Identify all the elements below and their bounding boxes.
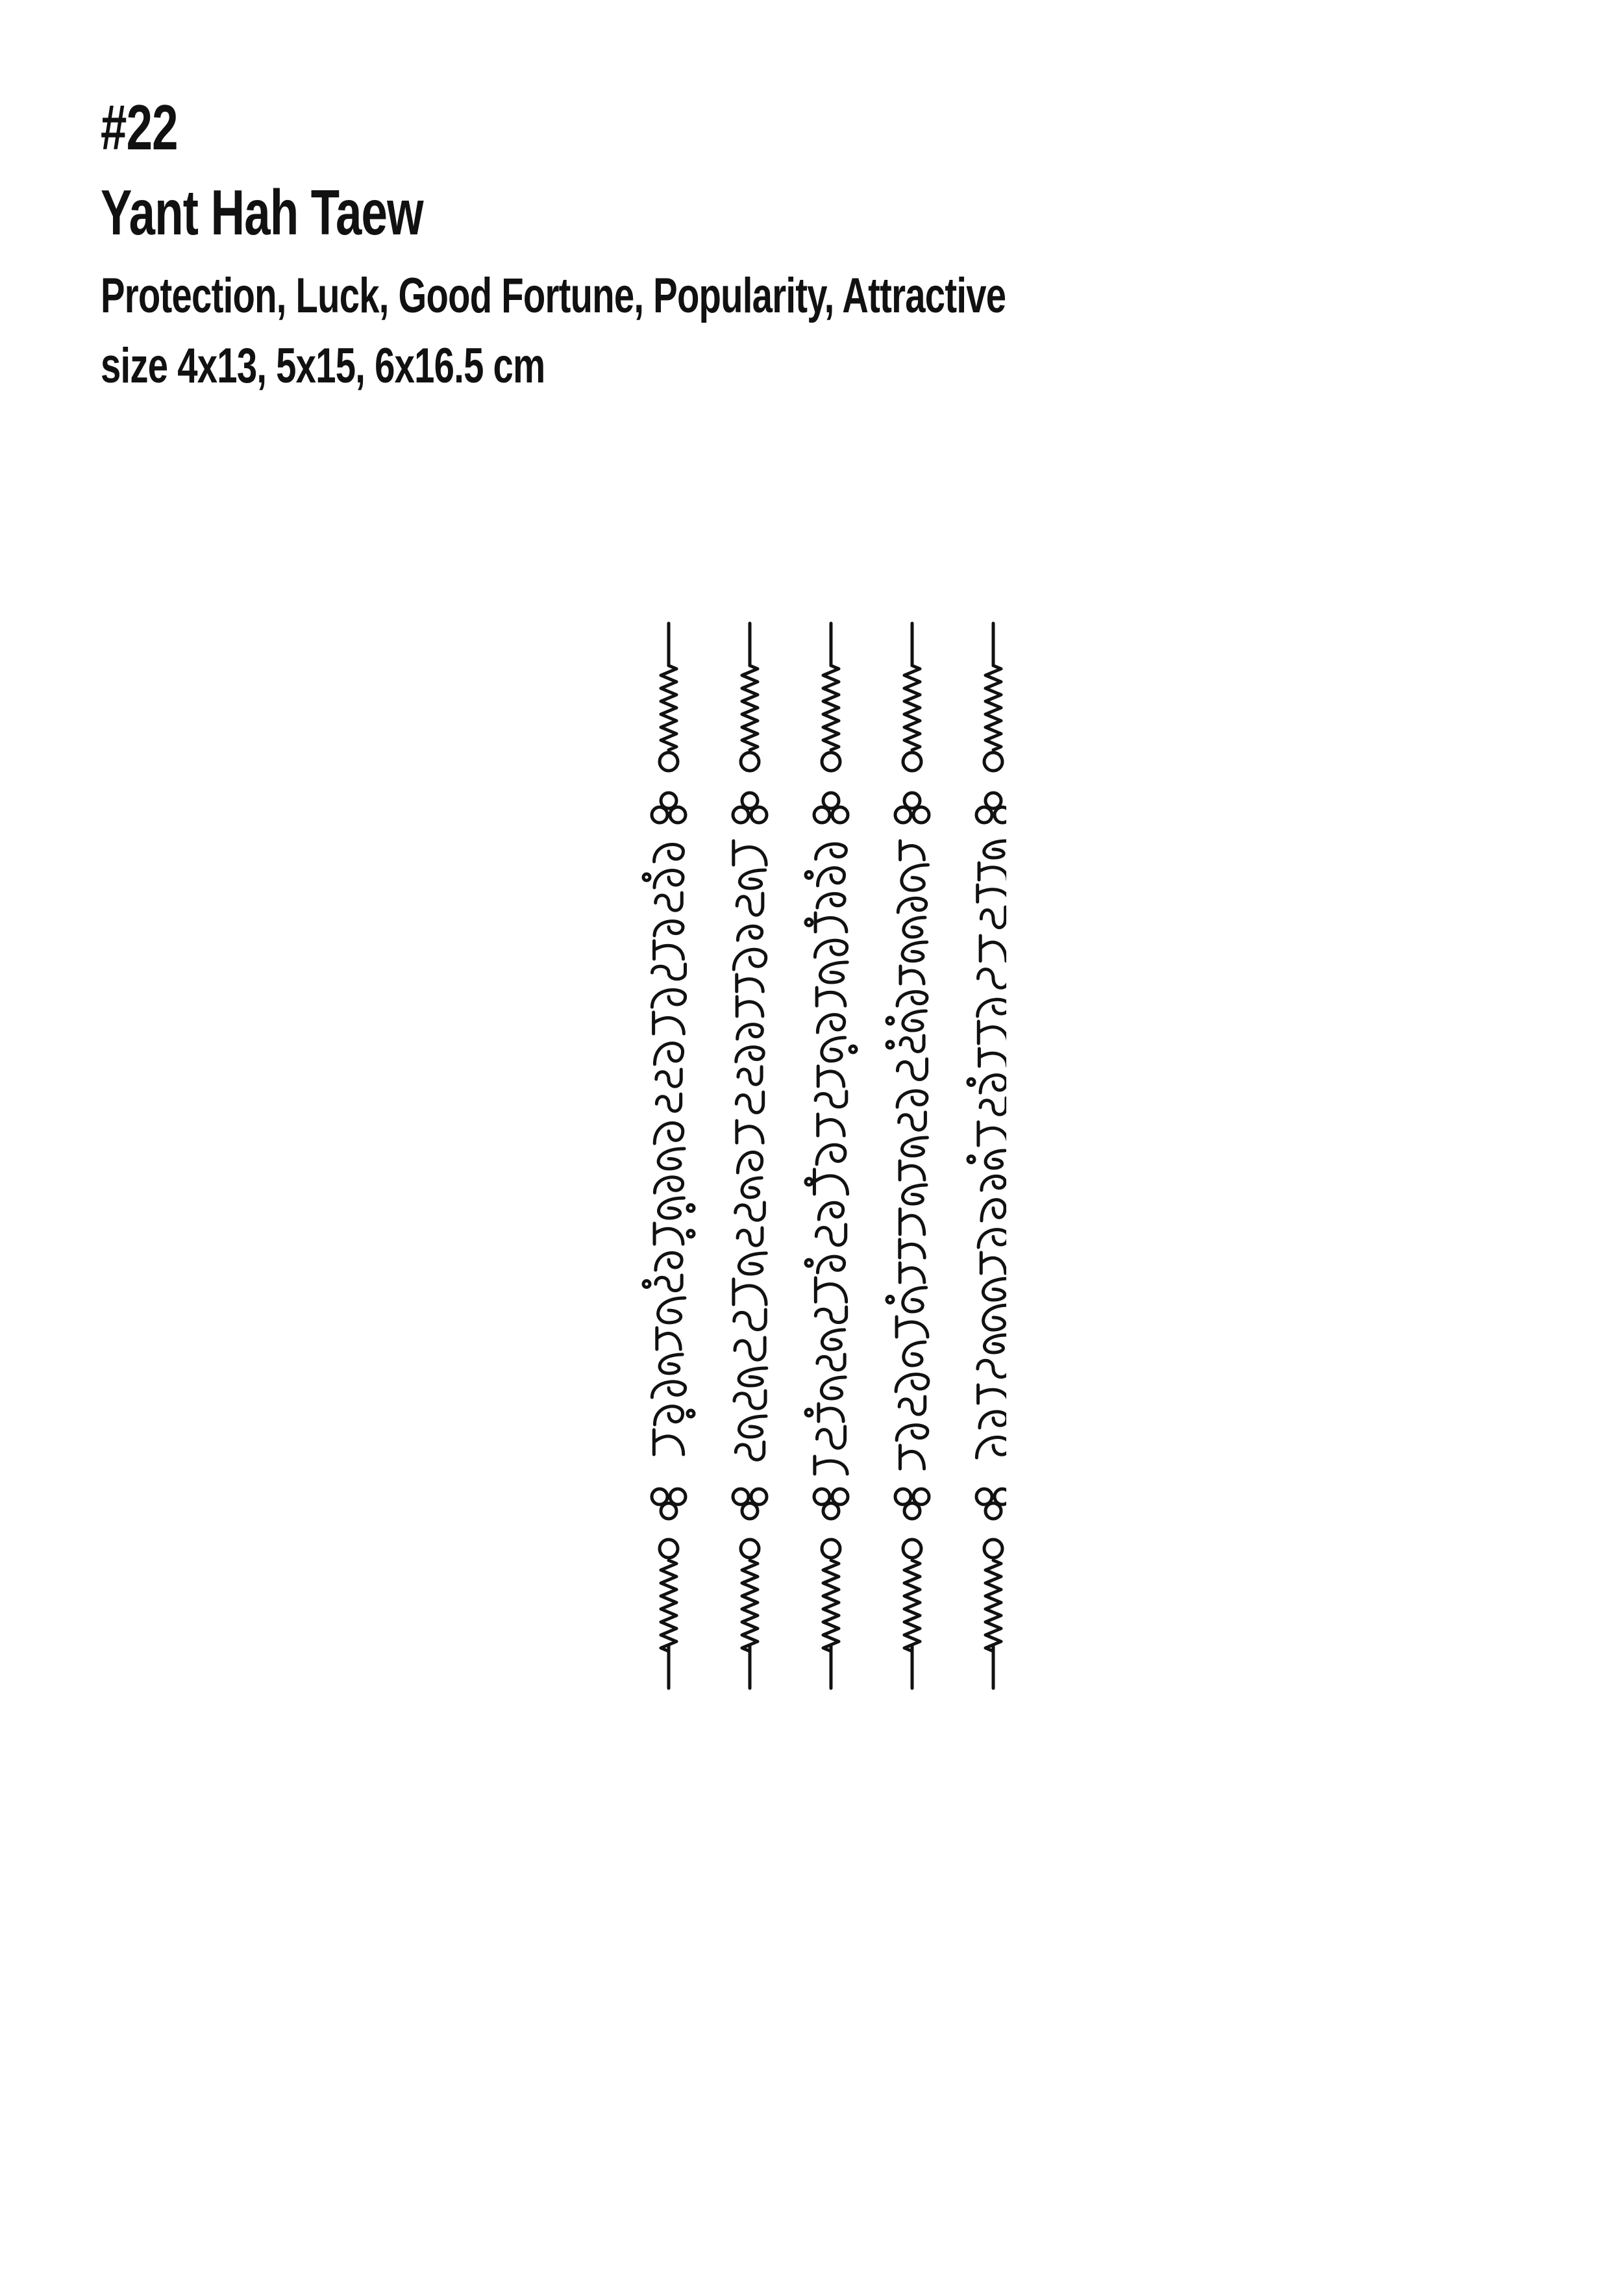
script-glyph — [656, 893, 682, 910]
script-glyph — [654, 941, 684, 959]
script-glyph — [985, 1151, 1005, 1168]
script-glyph — [656, 1069, 681, 1086]
script-glyph — [658, 1149, 684, 1169]
script-glyph — [820, 962, 847, 982]
script-glyph — [979, 863, 1006, 880]
script-glyph — [816, 1225, 845, 1245]
script-glyph — [904, 917, 925, 937]
vowel-mark — [688, 1230, 694, 1237]
vowel-mark — [806, 1260, 812, 1266]
script-glyph — [817, 1427, 845, 1448]
script-glyph — [652, 964, 685, 979]
script-glyph — [734, 1310, 766, 1330]
script-glyph — [737, 997, 763, 1016]
trefoil-mark — [832, 807, 848, 823]
yant-tattoo-figure — [617, 614, 1006, 1698]
vowel-mark — [806, 872, 812, 879]
script-glyph — [897, 1091, 927, 1107]
trefoil-mark — [751, 1489, 767, 1504]
wave-flourish — [904, 666, 920, 750]
trefoil-mark — [661, 793, 676, 808]
script-glyph — [654, 1012, 684, 1034]
script-glyph — [981, 907, 1005, 928]
loop-mark — [984, 1540, 1002, 1558]
script-glyph — [817, 1354, 845, 1370]
script-glyph — [819, 1404, 843, 1421]
trefoil-mark — [832, 1489, 848, 1504]
script-glyph — [819, 1203, 843, 1219]
trefoil-mark — [904, 793, 920, 808]
vowel-mark — [850, 1046, 856, 1053]
loop-mark — [822, 1540, 840, 1558]
script-glyph — [978, 1385, 1006, 1403]
script-glyph — [980, 936, 1006, 961]
header — [101, 91, 1529, 401]
loop-mark — [660, 1540, 678, 1558]
script-glyph — [735, 1338, 765, 1360]
script-glyph — [818, 1114, 844, 1136]
trefoil-mark — [904, 1503, 920, 1519]
script-glyph — [903, 1288, 926, 1312]
script-glyph — [738, 1067, 762, 1084]
script-glyph — [658, 1298, 685, 1323]
script-glyph — [737, 1153, 762, 1173]
script-glyph — [652, 990, 685, 1007]
script-glyph — [817, 1145, 845, 1164]
script-glyph — [900, 1263, 924, 1282]
script-glyph — [980, 1098, 1006, 1114]
script-glyph — [900, 1209, 924, 1234]
script-glyph — [654, 1043, 682, 1064]
yant-script-line — [968, 623, 1006, 1688]
script-glyph — [897, 1059, 926, 1080]
script-glyph — [815, 913, 847, 932]
script-glyph — [654, 870, 683, 888]
trefoil-mark — [985, 793, 1001, 808]
trefoil-mark — [823, 1503, 839, 1519]
script-glyph — [736, 1203, 765, 1220]
script-glyph — [982, 1176, 1005, 1190]
script-glyph — [900, 1240, 924, 1258]
script-glyph — [654, 1430, 683, 1454]
script-glyph — [984, 841, 1006, 858]
script-glyph — [822, 1330, 844, 1349]
script-glyph — [898, 898, 926, 912]
yant-script-line — [733, 623, 767, 1688]
trefoil-mark — [670, 807, 686, 823]
trefoil-mark — [733, 1489, 749, 1504]
script-glyph — [736, 1442, 763, 1460]
script-glyph — [817, 893, 845, 908]
script-glyph — [983, 1279, 1006, 1300]
vowel-mark — [887, 1017, 893, 1024]
script-glyph — [978, 966, 1006, 988]
loop-mark — [903, 753, 921, 771]
yant-script-line — [887, 623, 929, 1688]
trefoil-mark — [913, 807, 929, 823]
script-glyph — [736, 1047, 763, 1062]
wave-flourish — [661, 666, 676, 750]
script-glyph — [818, 1066, 844, 1086]
trefoil-mark — [995, 1489, 1006, 1504]
trefoil-mark — [670, 1489, 686, 1504]
script-glyph — [897, 1425, 928, 1440]
yant-drawing — [617, 614, 1006, 1698]
script-glyph — [652, 1382, 685, 1397]
loop-mark — [822, 753, 840, 771]
trefoil-mark — [733, 807, 749, 823]
script-glyph — [739, 1368, 767, 1386]
script-glyph — [900, 1161, 924, 1180]
vowel-mark — [968, 1079, 974, 1086]
script-glyph — [654, 921, 683, 936]
script-glyph — [896, 1374, 928, 1391]
script-glyph — [656, 1094, 680, 1111]
trefoil-mark — [995, 807, 1006, 823]
wave-flourish — [823, 666, 839, 750]
trefoil-mark — [652, 1489, 667, 1504]
script-glyph — [739, 870, 765, 888]
script-glyph — [900, 1445, 924, 1469]
wave-flourish — [742, 1560, 758, 1651]
script-glyph — [816, 844, 847, 859]
trefoil-mark — [742, 1503, 758, 1519]
script-glyph — [737, 1228, 762, 1245]
vowel-mark — [806, 919, 812, 926]
script-glyph — [903, 1185, 926, 1204]
script-glyph — [980, 1412, 1006, 1428]
loop-mark — [903, 1540, 921, 1558]
script-glyph — [817, 1256, 844, 1273]
script-glyph — [978, 1021, 1006, 1043]
benefits-text: Protection, Luck, Good Fortune, Popularity, Attractive — [101, 268, 1006, 323]
wave-flourish — [985, 666, 1001, 750]
script-glyph — [978, 1358, 1006, 1377]
script-glyph — [742, 1178, 762, 1197]
script-glyph — [978, 999, 1006, 1016]
script-glyph — [736, 1092, 763, 1113]
vowel-mark — [806, 1179, 812, 1185]
script-glyph — [817, 1015, 844, 1032]
script-glyph — [737, 975, 763, 992]
script-glyph — [815, 1278, 846, 1302]
script-glyph — [978, 885, 1006, 902]
script-glyph — [734, 1391, 765, 1408]
script-glyph — [817, 868, 844, 886]
script-glyph — [656, 1253, 682, 1270]
script-glyph — [903, 1011, 926, 1030]
wave-flourish — [823, 1560, 839, 1651]
script-glyph — [902, 865, 928, 890]
yant-script-line — [643, 623, 694, 1688]
trefoil-mark — [742, 793, 758, 808]
script-glyph — [980, 1075, 1006, 1093]
design-title: Yant Hah Taew — [101, 177, 423, 248]
script-glyph — [900, 966, 924, 984]
script-glyph — [737, 893, 763, 915]
trefoil-mark — [895, 1489, 911, 1504]
trefoil-mark — [895, 807, 911, 823]
script-glyph — [734, 949, 765, 969]
wave-flourish — [661, 1560, 676, 1651]
loop-mark — [741, 753, 759, 771]
script-glyph — [899, 1112, 926, 1130]
script-glyph — [814, 1169, 847, 1194]
script-glyph — [660, 1354, 682, 1373]
yant-script-line — [806, 623, 856, 1688]
wave-flourish — [904, 1560, 920, 1651]
script-glyph — [899, 1397, 925, 1414]
vowel-mark — [688, 1410, 694, 1417]
script-glyph — [815, 940, 847, 957]
script-glyph — [739, 1253, 766, 1274]
script-glyph — [978, 1122, 1006, 1145]
trefoil-mark — [985, 1503, 1001, 1519]
design-number: #22 — [101, 92, 178, 163]
script-glyph — [900, 841, 924, 860]
script-glyph — [815, 1456, 847, 1474]
script-glyph — [654, 1406, 682, 1425]
vowel-mark — [968, 1156, 974, 1163]
trefoil-mark — [976, 807, 992, 823]
script-glyph — [657, 1328, 680, 1349]
script-glyph — [815, 1092, 847, 1107]
script-glyph — [817, 988, 845, 1006]
script-glyph — [654, 1223, 683, 1244]
script-glyph — [897, 992, 927, 1006]
wave-flourish — [742, 666, 758, 750]
trefoil-mark — [823, 793, 839, 808]
script-glyph — [979, 1049, 1006, 1066]
script-glyph — [897, 1317, 928, 1337]
trefoil-mark — [814, 807, 830, 823]
script-glyph — [737, 926, 762, 940]
script-glyph — [737, 1025, 763, 1039]
trefoil-mark — [652, 807, 667, 823]
script-glyph — [654, 1123, 683, 1143]
loop-mark — [660, 753, 678, 771]
script-glyph — [739, 1416, 767, 1437]
trefoil-mark — [751, 807, 767, 823]
script-glyph — [821, 1377, 845, 1399]
script-glyph — [976, 1438, 1006, 1458]
vowel-mark — [887, 1297, 893, 1303]
vowel-mark — [688, 1205, 694, 1212]
script-glyph — [659, 1198, 684, 1218]
script-glyph — [822, 1038, 845, 1061]
script-glyph — [656, 1275, 682, 1291]
script-glyph — [902, 942, 927, 961]
script-glyph — [902, 1138, 928, 1156]
vowel-mark — [643, 1281, 650, 1288]
script-glyph — [981, 1253, 1005, 1273]
script-glyph — [982, 1200, 1005, 1221]
vowel-mark — [887, 1042, 893, 1048]
script-glyph — [654, 1177, 682, 1193]
trefoil-mark — [913, 1489, 929, 1504]
wave-flourish — [985, 1560, 1001, 1651]
script-glyph — [815, 1307, 846, 1323]
script-glyph — [984, 1335, 1006, 1353]
script-glyph — [900, 1036, 924, 1052]
vowel-mark — [806, 1410, 812, 1416]
script-glyph — [654, 844, 684, 862]
sizes-text: size 4x13, 5x15, 6x16.5 cm — [101, 338, 545, 393]
trefoil-mark — [661, 1503, 676, 1519]
script-glyph — [737, 1121, 763, 1143]
script-glyph — [904, 1342, 925, 1366]
vowel-mark — [643, 874, 650, 880]
script-glyph — [734, 841, 766, 865]
trefoil-mark — [976, 1489, 992, 1504]
script-glyph — [984, 1305, 1006, 1330]
script-glyph — [734, 1279, 766, 1304]
script-glyph — [978, 1230, 1006, 1247]
trefoil-mark — [814, 1489, 830, 1504]
loop-mark — [741, 1540, 759, 1558]
loop-mark — [984, 753, 1002, 771]
